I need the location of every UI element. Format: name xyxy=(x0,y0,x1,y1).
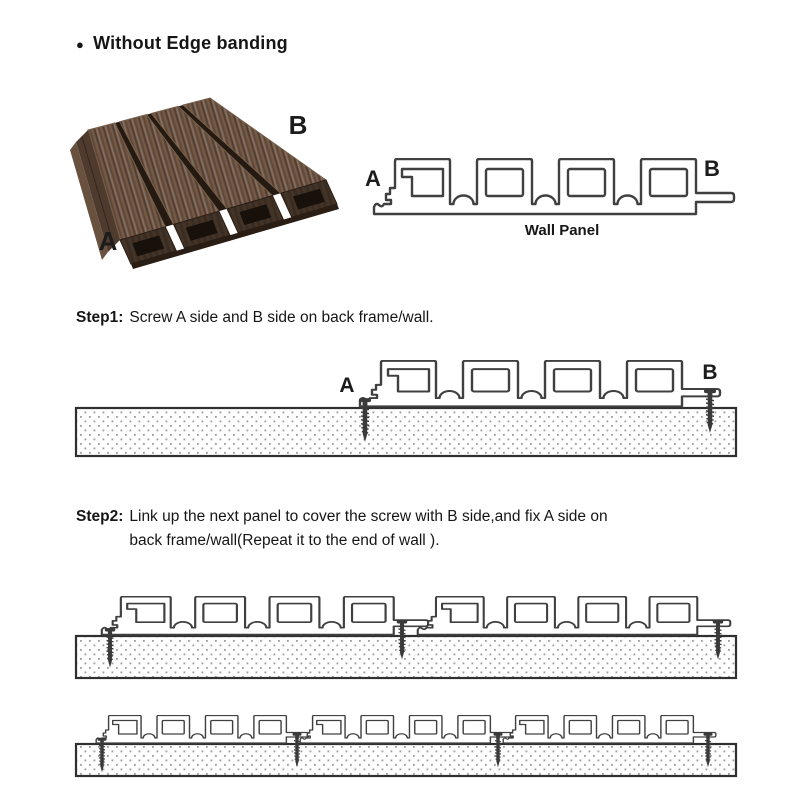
step1-label: Step1: xyxy=(76,309,124,326)
page-title-text: Without Edge banding xyxy=(93,33,288,53)
wall-hatch xyxy=(76,744,736,776)
step2-text xyxy=(76,505,736,553)
panel-profile xyxy=(503,716,716,744)
step2-body-line2: back frame/wall(Repeat it to the end of wall ). xyxy=(129,532,440,550)
panel-profile xyxy=(418,597,731,635)
step2-body-line1: Link up the next panel to cover the screw with B side,and fix A side on xyxy=(129,508,608,525)
panel-profile xyxy=(102,597,428,635)
step1-label-b: B xyxy=(702,361,718,384)
product-photo xyxy=(58,88,358,283)
profile-diagram xyxy=(356,148,768,222)
step2-diagram-1 xyxy=(70,585,750,685)
profile-caption: Wall Panel xyxy=(524,222,600,239)
panel-profile xyxy=(374,159,734,214)
panel-profile xyxy=(300,716,513,744)
wall-hatch xyxy=(76,636,736,678)
step1-text xyxy=(76,306,434,330)
step2-label: Step2: xyxy=(76,508,124,525)
photo-label-a: A xyxy=(98,226,118,256)
step1-diagram xyxy=(70,352,750,462)
wall-hatch xyxy=(76,408,736,456)
profile-label-b: B xyxy=(704,156,720,181)
photo-label-b: B xyxy=(288,110,308,140)
bullet-icon: ● xyxy=(76,37,85,52)
panel-profile xyxy=(96,716,309,744)
step1-label-a: A xyxy=(339,374,355,397)
page-title xyxy=(76,33,288,54)
step2-diagram-2 xyxy=(70,700,750,785)
step1-body: Screw A side and B side on back frame/wall. xyxy=(129,309,434,326)
profile-label-a: A xyxy=(365,166,381,191)
panel-profile xyxy=(360,361,720,407)
